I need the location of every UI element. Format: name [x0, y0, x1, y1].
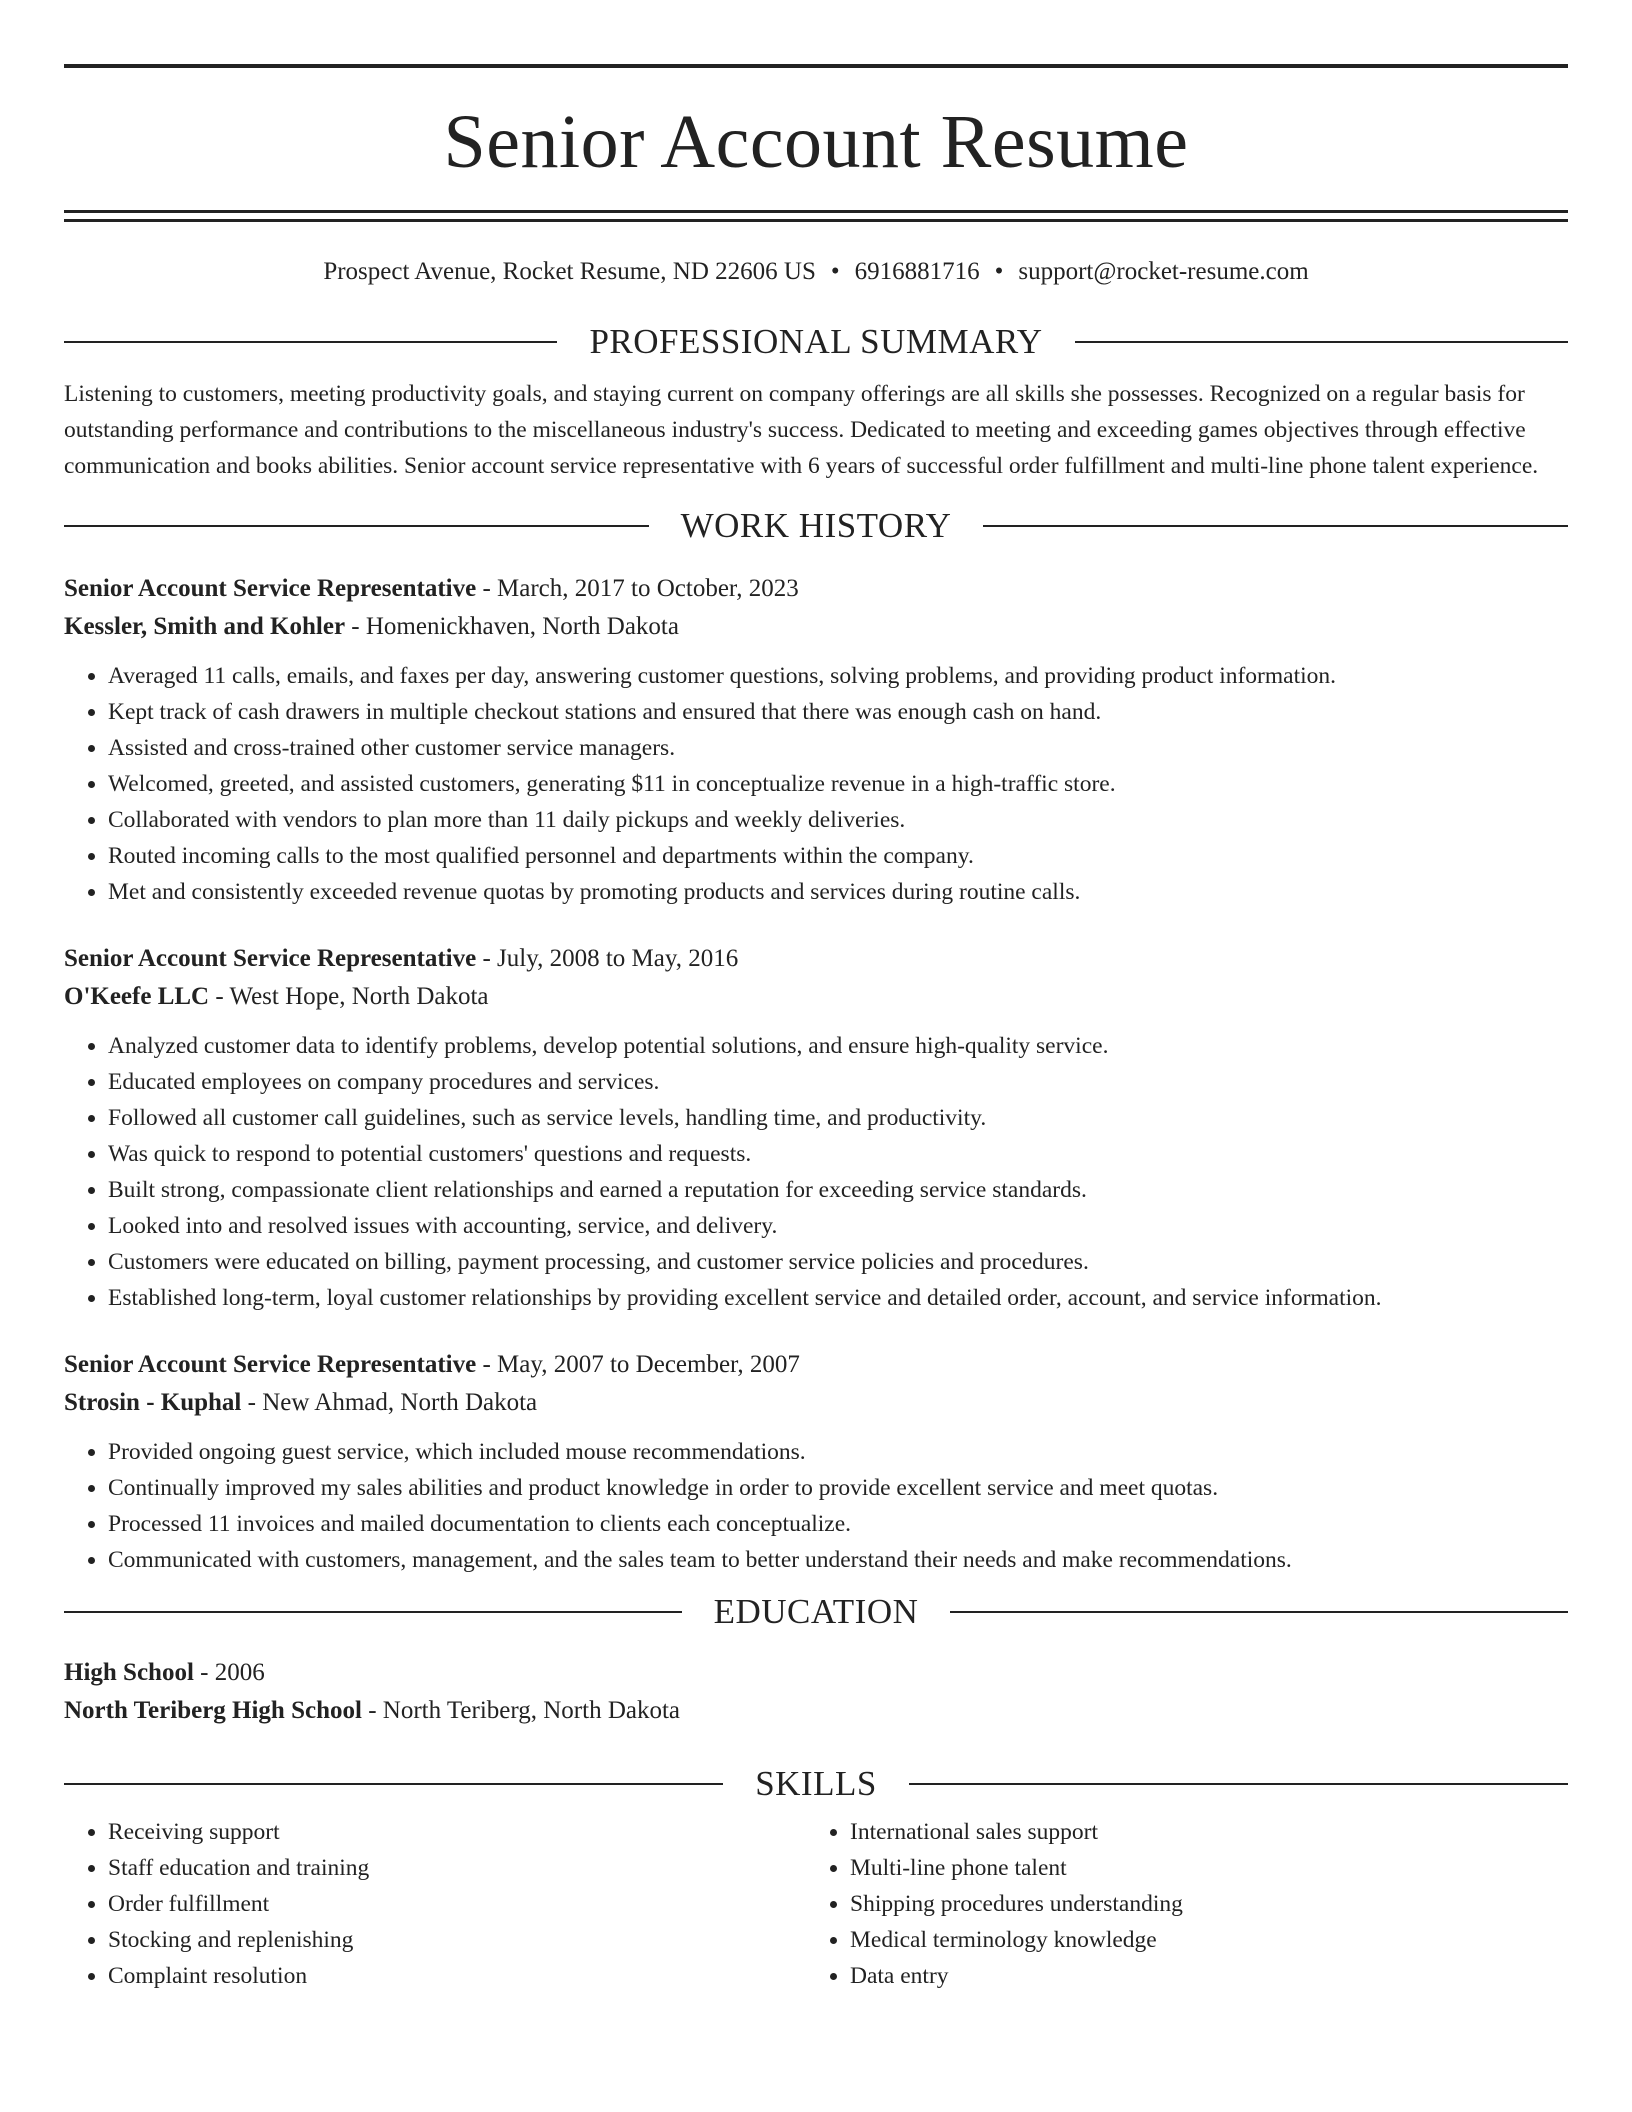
heading-rule — [64, 341, 557, 343]
job-company: Strosin - Kuphal — [64, 1389, 242, 1416]
section-heading-education — [64, 1592, 1568, 1632]
skill-item: • Multi-line phone talent — [850, 1850, 1568, 1886]
duty-item: • Met and consistently exceeded revenue quotas by promoting products and services during routine calls. — [108, 874, 1568, 910]
contact-separator: • — [994, 258, 1004, 285]
heading-rule — [983, 525, 1568, 527]
duty-item: • Routed incoming calls to the most qualified personnel and departments within the company. — [108, 838, 1568, 874]
job-company-line — [64, 1384, 1568, 1422]
duty-item: • Educated employees on company procedures and services. — [108, 1064, 1568, 1100]
header-rule — [64, 219, 1568, 222]
job-location: - West Hope, North Dakota — [209, 983, 489, 1010]
skill-item: • Stocking and replenishing — [108, 1922, 806, 1958]
job-title: Senior Account Service Representative — [64, 575, 477, 602]
job-location: - Homenickhaven, North Dakota — [345, 613, 679, 640]
heading-rule — [909, 1783, 1568, 1785]
duty-item: • Looked into and resolved issues with accounting, service, and delivery. — [108, 1208, 1568, 1244]
job-duties — [64, 1434, 1568, 1578]
skill-item: • Receiving support — [108, 1814, 806, 1850]
education-location: - North Teriberg, North Dakota — [361, 1697, 681, 1724]
duty-item: • Followed all customer call guidelines, such as service levels, handling time, and productivity. — [108, 1100, 1568, 1136]
header-top-rule — [64, 64, 1568, 68]
duty-item: • Provided ongoing guest service, which included mouse recommendations. — [108, 1434, 1568, 1470]
job-duties — [64, 1028, 1568, 1316]
job-dates: - July, 2008 to May, 2016 — [476, 945, 739, 972]
job-title-line — [64, 940, 1568, 978]
job-title-line — [64, 570, 1568, 608]
duty-item: • Averaged 11 calls, emails, and faxes per day, answering customer questions, solving problems, and providing product information. — [108, 658, 1568, 694]
duty-item: • Customers were educated on billing, payment processing, and customer service policies and procedures. — [108, 1244, 1568, 1280]
section-title: PROFESSIONAL SUMMARY — [589, 322, 1043, 361]
duty-item: • Kept track of cash drawers in multiple checkout stations and ensured that there was enough cash on hand. — [108, 694, 1568, 730]
job-dates: - May, 2007 to December, 2007 — [476, 1351, 800, 1378]
duty-item: • Built strong, compassionate client relationships and earned a reputation for exceeding service standards. — [108, 1172, 1568, 1208]
summary-text: Listening to customers, meeting productivity goals, and staying current on company offerings are all skills she possesses. Recognized on a regular basis for outstanding performance and contributions to the miscellaneous industry's success. Dedicated to meeting and exceeding games objectives through effective communication and books abilities. Senior account service representative with 6 years of successful order fulfillment and multi-line phone talent experience. — [64, 381, 1539, 479]
section-heading-summary — [64, 322, 1568, 362]
contact-line — [64, 258, 1568, 292]
duty-item: • Was quick to respond to potential customers' questions and requests. — [108, 1136, 1568, 1172]
skill-item: • Staff education and training — [108, 1850, 806, 1886]
duty-item: • Analyzed customer data to identify problems, develop potential solutions, and ensure high-quality service. — [108, 1028, 1568, 1064]
contact-address: Prospect Avenue, Rocket Resume, ND 22606 US — [323, 258, 816, 285]
duty-item: • Continually improved my sales abilities and product knowledge in order to provide excellent service and meet quotas. — [108, 1470, 1568, 1506]
heading-rule — [64, 1611, 682, 1613]
contact-separator: • — [830, 258, 840, 285]
heading-rule — [64, 525, 649, 527]
skill-item: • Order fulfillment — [108, 1886, 806, 1922]
duty-item: • Welcomed, greeted, and assisted customers, generating $11 in conceptualize revenue in a high-traffic store. — [108, 766, 1568, 802]
duty-item: • Communicated with customers, management, and the sales team to better understand their needs and make recommendations. — [108, 1542, 1568, 1578]
job-title: Senior Account Service Representative — [64, 1351, 477, 1378]
job-dates: - March, 2017 to October, 2023 — [476, 575, 799, 602]
job-title: Senior Account Service Representative — [64, 945, 477, 972]
education-school-line — [64, 1692, 1568, 1730]
header-rule — [64, 210, 1568, 213]
job-duties — [64, 658, 1568, 910]
education-degree: High School — [64, 1659, 194, 1686]
duty-item: • Established long-term, loyal customer relationships by providing excellent service and detailed order, account, and service information. — [108, 1280, 1568, 1316]
contact-email: support@rocket-resume.com — [1018, 258, 1309, 285]
duty-item: • Collaborated with vendors to plan more than 11 daily pickups and weekly deliveries. — [108, 802, 1568, 838]
job-company-line — [64, 978, 1568, 1016]
education-degree-line — [64, 1654, 1568, 1692]
skills-list — [64, 1814, 1568, 1994]
heading-rule — [64, 1783, 723, 1785]
job-entry — [64, 570, 1568, 910]
heading-rule — [950, 1611, 1568, 1613]
section-heading-work — [64, 506, 1568, 546]
education-school: North Teriberg High School — [64, 1697, 362, 1724]
education-year: - 2006 — [193, 1659, 265, 1686]
job-company-line — [64, 608, 1568, 646]
job-title-line — [64, 1346, 1568, 1384]
skill-item: • International sales support — [850, 1814, 1568, 1850]
skills-column-right — [806, 1814, 1568, 1994]
resume-title: Senior Account Resume — [443, 100, 1189, 184]
resume-page — [64, 64, 1568, 1994]
job-entry — [64, 940, 1568, 1316]
job-company: O'Keefe LLC — [64, 983, 210, 1010]
skill-item: • Shipping procedures understanding — [850, 1886, 1568, 1922]
section-title: WORK HISTORY — [680, 506, 952, 545]
job-location: - New Ahmad, North Dakota — [241, 1389, 538, 1416]
job-company: Kessler, Smith and Kohler — [64, 613, 346, 640]
skill-item: • Medical terminology knowledge — [850, 1922, 1568, 1958]
skill-item: • Complaint resolution — [108, 1958, 806, 1994]
section-title: EDUCATION — [713, 1592, 919, 1631]
section-title: SKILLS — [755, 1764, 877, 1803]
job-entry — [64, 1346, 1568, 1578]
duty-item: • Processed 11 invoices and mailed documentation to clients each conceptualize. — [108, 1506, 1568, 1542]
duty-item: • Assisted and cross-trained other customer service managers. — [108, 730, 1568, 766]
education-entry — [64, 1654, 1568, 1730]
skill-item: • Data entry — [850, 1958, 1568, 1994]
section-heading-skills — [64, 1764, 1568, 1804]
heading-rule — [1075, 341, 1568, 343]
skills-column-left — [64, 1814, 806, 1994]
contact-phone: 6916881716 — [854, 258, 980, 285]
